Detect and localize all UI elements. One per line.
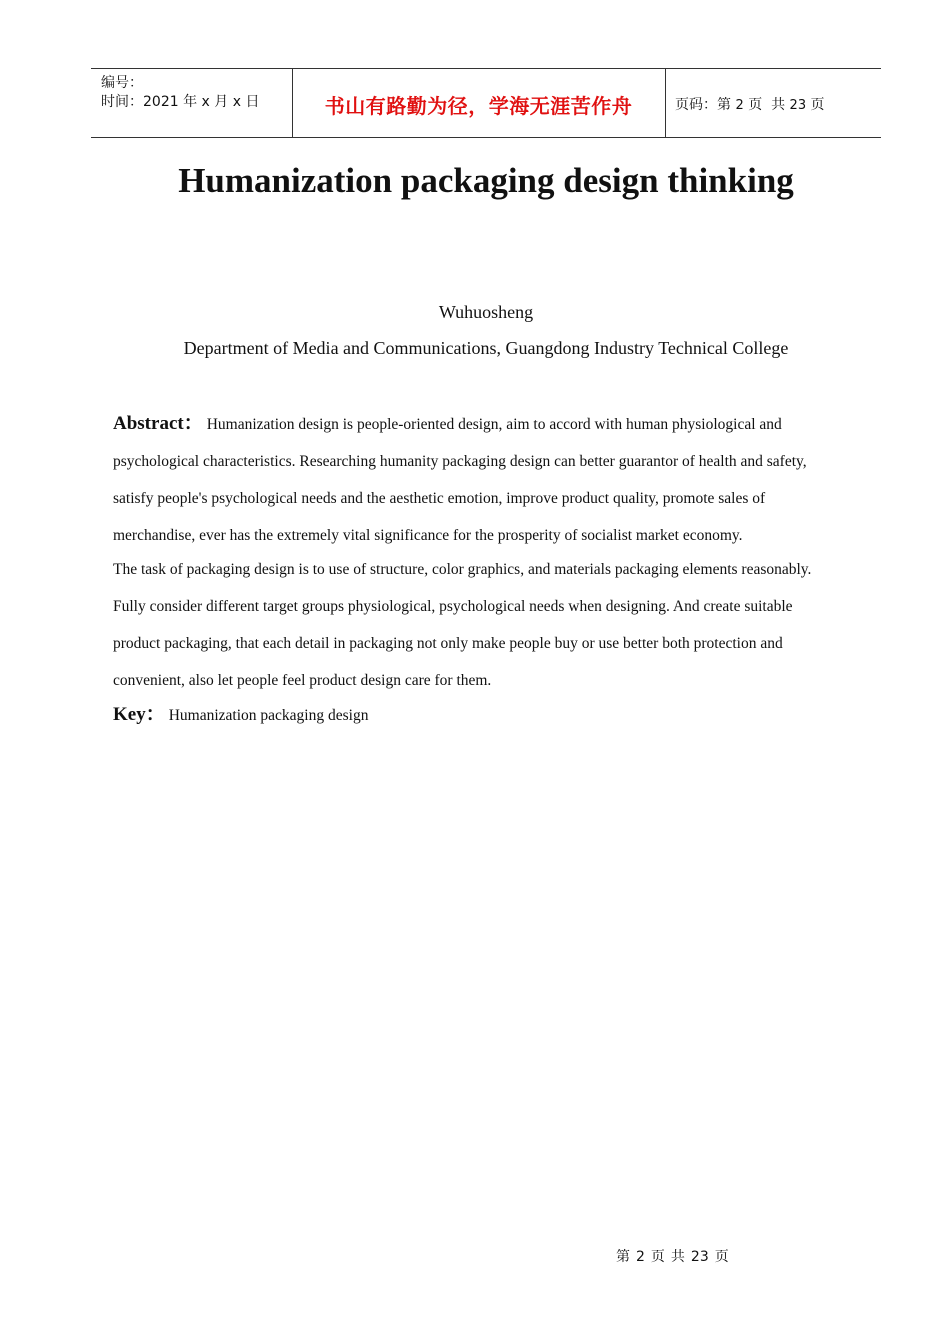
time-label: 时间：	[101, 94, 143, 110]
document-title: Humanization packaging design thinking	[178, 161, 794, 200]
page-unit: 页	[748, 97, 763, 113]
page-unit-2: 页	[810, 97, 825, 113]
abstract-label: Abstract	[113, 413, 184, 434]
document-code-label: 编号：	[101, 75, 143, 91]
footer-gong: 共	[670, 1249, 685, 1265]
abstract-paragraph-2: The task of packaging design is to use of structure, color graphics, and materials packaging elements reasonably. Fully consider different target groups physiological, psychological needs when designing. And create suitable product packaging, that each detail in packaging not only make people buy or use better both protection and convenient, also let people feel product design care for them.	[113, 561, 812, 689]
time-month-unit: 月	[214, 94, 229, 110]
header-motto-cell	[292, 69, 666, 137]
time-day-unit: 日	[245, 94, 260, 110]
footer-ye-2: 页	[714, 1249, 729, 1265]
author-affiliation: Department of Media and Communications, Guangdong Industry Technical College	[183, 338, 789, 358]
footer-page-current: 2	[636, 1249, 645, 1265]
page-footer	[616, 1246, 729, 1266]
keywords-colon: ：	[145, 703, 165, 725]
header-page-cell	[666, 69, 881, 137]
page-current: 2	[735, 98, 744, 113]
page-total: 23	[789, 98, 807, 113]
abstract-colon: ：	[183, 412, 203, 434]
time-year: 2021	[143, 94, 179, 110]
abstract-section	[113, 405, 843, 699]
footer-ye: 页	[650, 1249, 665, 1265]
time-day: x	[232, 94, 242, 110]
page-label: 页码：第	[675, 97, 731, 113]
page-total-label: 共	[771, 97, 786, 113]
time-year-unit: 年	[183, 94, 198, 110]
abstract-paragraph-1	[113, 405, 843, 554]
page-header	[91, 68, 881, 138]
keywords-label: Key	[113, 704, 146, 725]
footer-di: 第	[616, 1249, 630, 1265]
author-name: Wuhuosheng	[438, 302, 534, 322]
motto-text: 书山有路勤为径，学海无涯苦作舟	[324, 94, 633, 118]
header-meta-cell	[91, 69, 293, 137]
keywords-value: Humanization packaging design	[168, 707, 369, 724]
header-page-number	[675, 94, 825, 114]
document-time	[101, 91, 260, 111]
time-month: x	[201, 94, 210, 110]
abstract-text-1: Humanization design is people-oriented design, aim to accord with human physiological and psychological characteristics. Researching humanity packaging design can better guarantor of health and safety, satisfy people's psychological needs and the aesthetic emotion, improve product quality, promote sales of merchandise, ever has the extremely vital significance for the prosperity of socialist market economy.	[113, 416, 807, 544]
keywords-line	[113, 700, 368, 730]
footer-page-total: 23	[690, 1249, 709, 1265]
